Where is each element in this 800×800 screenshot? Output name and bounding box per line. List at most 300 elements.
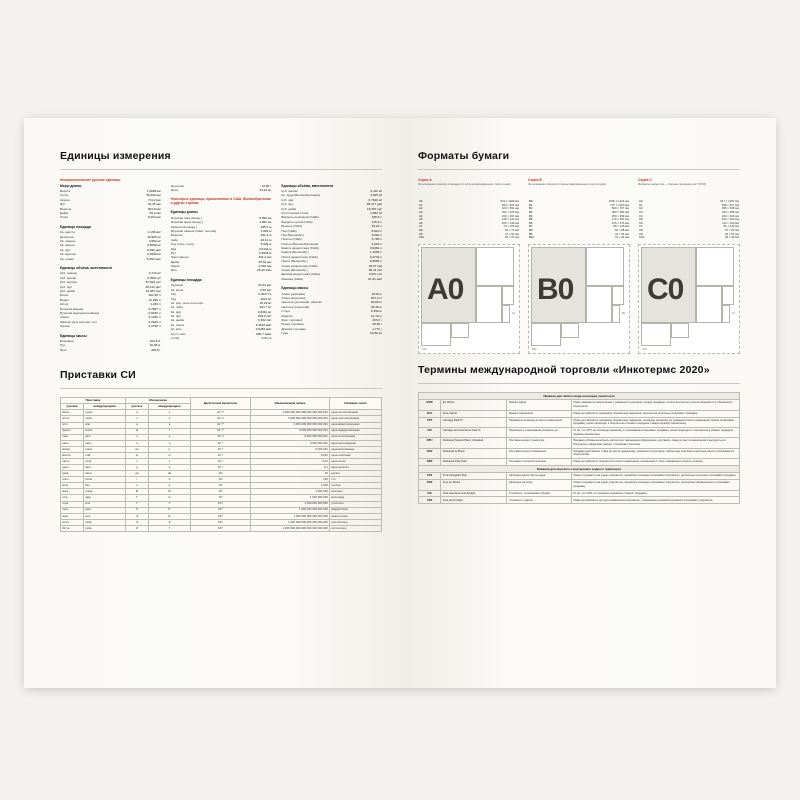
unit-name: Кв. фут	[60, 247, 71, 252]
unit-value: 6,452 мм²	[146, 256, 161, 261]
unit-value: 28,317 дм³	[366, 202, 383, 207]
paper-size-dimensions: 125 × 176 мм	[611, 220, 629, 225]
paper-size-dimensions: 250 × 353 мм	[611, 213, 629, 218]
unit-value: 0,5683 л	[369, 259, 383, 264]
paper-size-table	[638, 200, 740, 240]
units-group-title: Меры длины	[60, 183, 82, 188]
units-group-title: Единицы массы	[281, 286, 309, 291]
unit-value: 907,2 кг	[370, 296, 383, 301]
table-row	[419, 410, 740, 417]
si-symbol-ru: н	[125, 440, 148, 446]
unit-name: Берковец	[60, 339, 74, 344]
unit-row	[171, 336, 272, 340]
unit-row	[60, 348, 161, 352]
units-group-title: Единицы площади	[170, 277, 202, 282]
si-symbol-intl: m	[149, 452, 191, 458]
si-symbol-ru: к	[125, 483, 148, 489]
si-prefix-ru: экса	[61, 513, 84, 519]
unit-name: Кв. миля	[170, 287, 184, 292]
spacer	[72, 215, 144, 219]
unit-name: Галлон (Великобритания)	[281, 241, 319, 246]
unit-row	[60, 257, 161, 261]
si-numname: триллион	[330, 501, 382, 507]
paper-size-code: A10	[419, 235, 424, 240]
unit-value: 1,1365 л	[369, 250, 383, 255]
si-plain: 0,1	[251, 465, 330, 471]
incoterm-description: Продавец доставляет товар до места назначения, указанного в договоре, импортные пошлины и местные налоги оплачиваются покупателем.	[571, 448, 739, 458]
incoterm-name: Cost Insurance and Freight	[441, 490, 507, 497]
si-symbol-ru: г	[125, 477, 148, 483]
unit-value: 0,9464 л	[369, 246, 383, 251]
unit-name: Сотка	[170, 336, 180, 341]
paper-diagram-label: C1	[731, 311, 735, 315]
incoterm-name: Cost and Freight	[441, 497, 507, 504]
incoterm-name: Free Carrier	[441, 410, 507, 417]
unit-value: 404,7 м²	[259, 305, 272, 310]
divider	[418, 383, 740, 384]
unit-name: Пек (Великобр.)	[281, 232, 305, 237]
paper-size-dimensions: 148 × 210 мм	[501, 217, 519, 222]
unit-value: 0,4047 га	[258, 292, 272, 297]
incoterm-description: То же, что CPT, но основную перевозку и страхование оплачивает продавец, риски переходят к покупателю в момент передачи первому перевозчику.	[571, 427, 739, 437]
unit-name: Ведро	[60, 297, 69, 302]
si-symbol-ru: а	[125, 422, 148, 428]
paper-size-dimensions: 458 × 648 мм	[721, 206, 739, 211]
incoterm-description: Продавец обязан выполнить экспортное таможенное оформление, доставить товар до места назначения и выгрузить его. Покупатель оформляет импорт, оплачивает пошлины.	[571, 438, 739, 448]
page-title-paper-formats: Форматы бумаги	[418, 150, 510, 162]
si-plain: 1 000 000 000	[251, 495, 330, 501]
unit-value: 409,5 г	[150, 347, 161, 352]
si-symbol-intl: P	[149, 507, 191, 513]
si-prefix-ru: атто	[61, 422, 84, 428]
unit-value: 25,40 мкм	[257, 268, 272, 273]
unit-name: Куб. ярд	[281, 197, 294, 202]
si-prefix-intl: nano	[84, 440, 126, 446]
unit-value: 2,540 мм	[258, 264, 272, 269]
incoterm-translation: Франко перевозчик	[507, 410, 571, 417]
unit-name: Фунт	[60, 347, 68, 352]
si-plain: 0,000 000 000 001	[251, 434, 330, 440]
si-symbol-ru: мк	[125, 446, 148, 452]
si-symbol-ru: Э	[125, 513, 148, 519]
spacer	[182, 188, 256, 192]
si-numname: одна триллионная	[330, 434, 382, 440]
left-page	[24, 118, 400, 688]
paper-diagram-label: C10	[642, 347, 647, 351]
units-column	[60, 184, 161, 358]
unit-name: Центнер (короткий)	[281, 304, 310, 309]
unit-value: 0,3048 м	[258, 250, 272, 255]
unit-value: 28,41 см³	[368, 268, 383, 273]
paper-size-dimensions: 31 × 44 мм	[614, 235, 629, 240]
incoterm-name: Carriage and Insurance Paid To	[441, 427, 507, 437]
si-symbol-intl: G	[149, 495, 191, 501]
paper-size-box	[502, 305, 510, 322]
si-numname: сто	[330, 477, 382, 483]
table-row	[638, 236, 740, 240]
unit-value: 44,43 мг	[259, 187, 272, 192]
si-header-numname: Название числа	[330, 398, 382, 410]
unit-name: Кв. вершок	[60, 252, 76, 257]
paper-series-big-label: C0	[647, 272, 684, 306]
paper-size-code: A3	[419, 209, 423, 214]
paper-size-dimensions: 88 × 125 мм	[613, 224, 629, 229]
unit-value: 185,2 м	[260, 224, 272, 229]
unit-value: 35,336 мм	[146, 193, 161, 198]
paper-size-box	[586, 286, 612, 323]
paper-size-dimensions: 52 × 74 мм	[504, 228, 519, 232]
paper-series	[418, 178, 520, 354]
si-plain: 1 000	[251, 483, 330, 489]
table-row	[419, 480, 740, 490]
paper-series-title: Серия A	[418, 178, 432, 182]
unit-value: 50,80 кг	[370, 300, 383, 305]
table-row	[419, 473, 740, 480]
paper-size-code: B2	[529, 206, 533, 211]
unit-name: Десятина	[60, 234, 74, 239]
paper-size-dimensions: 229 × 324 мм	[721, 213, 739, 218]
incoterm-translation: Франко завод	[507, 400, 571, 410]
si-symbol-ru: И	[125, 525, 148, 531]
paper-size-diagram	[528, 244, 630, 354]
paper-size-dimensions: 917 × 1297 мм	[720, 199, 739, 203]
paper-size-dimensions: 594 × 841 мм	[501, 202, 519, 207]
open-book-spread	[24, 118, 776, 688]
unit-name: Чарка	[60, 315, 69, 320]
paper-size-code: C5	[639, 217, 643, 222]
unit-value: 2,59 км²	[259, 287, 272, 292]
unit-value: 9,092 л	[371, 232, 383, 237]
unit-value: 12,70 кг	[370, 313, 383, 318]
paper-size-dimensions: 707 × 1000 мм	[610, 202, 629, 207]
si-prefix-table	[60, 397, 382, 532]
unit-value: 0,1230 л	[148, 315, 161, 320]
unit-value: 61,61 мм³	[368, 276, 383, 281]
table-row	[419, 400, 740, 410]
unit-name: Руд	[170, 296, 176, 301]
incoterm-description: То же, что CFR, но основную перевозку страхует продавец.	[571, 490, 739, 497]
unit-value: 0,0615 л	[148, 319, 161, 324]
paper-size-code: C1	[639, 202, 643, 207]
unit-name: Пинта жидкостная (США)	[281, 254, 318, 259]
unit-value: 16,38 кг	[149, 343, 161, 348]
si-numname: одна септиллионная	[330, 410, 382, 416]
unit-value: 12,80 г	[261, 183, 272, 188]
unit-value: 35,24 л	[371, 224, 383, 229]
unit-name: Квартер	[281, 313, 293, 318]
si-numname: миллиард	[330, 495, 382, 501]
paper-size-code: A0	[419, 199, 423, 203]
si-prefix-intl: mega	[84, 489, 126, 495]
si-symbol-ru: с	[125, 459, 148, 465]
si-numname: тысяча	[330, 483, 382, 489]
incoterm-code: CFR	[419, 497, 441, 504]
si-symbol-intl: Z	[149, 519, 191, 525]
si-prefix-intl: giga	[84, 495, 126, 501]
si-prefix-ru: гекто	[61, 477, 84, 483]
unit-value: 1,230 л	[150, 302, 161, 307]
si-prefix-intl: micro	[84, 446, 126, 452]
paper-size-diagram	[638, 244, 740, 354]
paper-size-dimensions: 62 × 88 мм	[614, 228, 629, 232]
page-title-si: Приставки СИ	[60, 369, 136, 382]
unit-value: 9,290 дм²	[147, 247, 161, 252]
incoterm-description: Товар забирается покупателем с указанного в договоре склада продавца, оплата экспортных пошлин вменяется в обязанность покупателю.	[571, 400, 739, 410]
right-page	[400, 118, 776, 688]
paper-size-box	[531, 323, 561, 347]
unit-name: Морская лига (межд.)	[170, 215, 202, 220]
unit-value: 6,116 м³	[370, 189, 383, 193]
unit-value: 5,560 км	[259, 215, 272, 220]
si-factor: 10⁻⁹	[190, 440, 250, 446]
unit-value: 929,0 см²	[258, 314, 272, 319]
unit-name: Акр	[170, 292, 176, 297]
unit-name: Мил	[170, 268, 177, 273]
si-prefix-intl: femto	[84, 428, 126, 434]
unit-name: Фут	[170, 250, 176, 255]
si-plain: 10	[251, 471, 330, 477]
si-header-prefix-intl: международная	[84, 404, 126, 410]
unit-value: 3,697 см³	[368, 272, 383, 277]
units-group	[60, 334, 161, 353]
si-plain: 0,01	[251, 459, 330, 465]
paper-series-big-label: B0	[537, 272, 574, 306]
unit-name: Тонна (длинная)	[281, 291, 305, 296]
paper-size-table	[528, 200, 630, 240]
unit-row	[281, 331, 382, 335]
paper-size-dimensions: 57 × 81 мм	[724, 228, 739, 232]
si-factor: 10⁻¹⁸	[190, 422, 250, 428]
paper-series	[638, 178, 740, 354]
unit-name: Кварта жидкостная (США)	[281, 246, 319, 251]
unit-value: 158,9 л	[371, 215, 383, 220]
unit-name: Унция (Великобр.)	[281, 268, 308, 273]
paper-diagram-label: A1	[511, 311, 515, 315]
si-prefix-ru: пета	[61, 507, 84, 513]
spacer	[292, 331, 366, 335]
paper-size-code: B7	[529, 224, 533, 229]
si-plain: 1 000 000 000 000	[251, 501, 330, 507]
si-factor: 10⁻¹	[190, 465, 250, 471]
incoterm-code: EXW	[419, 400, 441, 410]
unit-name: Пуд	[60, 343, 66, 348]
si-symbol-intl: z	[149, 416, 191, 422]
si-numname: десять	[330, 471, 382, 477]
unit-name: Морская сажень (США, Англия)	[170, 228, 217, 233]
paper-size-dimensions: 841 × 1189 мм	[500, 199, 519, 203]
paper-size-box	[476, 286, 502, 323]
unit-name: Вершок	[60, 206, 72, 211]
si-factor: 10¹	[190, 471, 250, 477]
si-factor: 10⁻²¹	[190, 416, 250, 422]
unit-value: 0,9144 м	[258, 246, 272, 251]
paper-size-code: A5	[419, 217, 423, 222]
paper-series-note: За основание принята площадь в 1 м² для максимального листа серии	[418, 182, 511, 186]
unit-value: 0,6452 мм²	[255, 327, 272, 332]
unit-name: Кругл. мил	[170, 331, 186, 336]
si-symbol-ru: П	[125, 507, 148, 513]
paper-size-dimensions: 28 × 40 мм	[724, 235, 739, 240]
units-subtitle: Немерологические русские единицы	[60, 178, 121, 182]
si-plain: 1 000 000 000 000 000	[251, 507, 330, 513]
si-numname: одна тысячная	[330, 452, 382, 458]
spacer	[181, 268, 253, 272]
unit-name: Штоф	[60, 302, 69, 307]
si-symbol-ru: М	[125, 489, 148, 495]
si-factor: 10¹²	[190, 501, 250, 507]
divider	[418, 169, 740, 170]
unit-name: Пек (США)	[281, 228, 297, 233]
unit-value: 6,4516 мм²	[255, 322, 272, 327]
si-symbol-ru: м	[125, 452, 148, 458]
si-plain: 0,001	[251, 452, 330, 458]
incoterms-table	[418, 392, 740, 504]
si-header-factor: Десятичный множитель	[190, 398, 250, 410]
paper-size-code: C4	[639, 213, 643, 218]
si-prefix-ru: тера	[61, 501, 84, 507]
unit-name: Кв. чейн	[170, 305, 183, 310]
unit-row	[171, 268, 272, 272]
paper-size-code: B6	[529, 220, 533, 225]
paper-size-dimensions: 648 × 917 мм	[721, 202, 739, 207]
unit-name: Баррель сухой (США)	[281, 219, 313, 224]
unit-value: 0,9290 м²	[147, 252, 161, 257]
units-group	[281, 184, 382, 282]
si-plain: 1 000 000	[251, 489, 330, 495]
si-numname: септиллион	[330, 525, 382, 531]
incoterm-description: Товар доставляется основному перевозчику заказчика, экспортные пошлины уплачивает продавец.	[571, 410, 739, 417]
unit-row	[60, 324, 161, 328]
incoterm-description: Товар доставляется основному перевозчику заказчика, основную перевозку до указанного места назначения товара оплачивает продавец, риски переходят к покупателю в момент передачи товара первому перевозчику.	[571, 417, 739, 427]
paper-size-box	[696, 286, 722, 323]
si-factor: 10⁻⁶	[190, 446, 250, 452]
unit-value: 4,546 л	[371, 241, 383, 246]
si-symbol-intl: p	[149, 434, 191, 440]
unit-name: Кв. сажень	[60, 239, 76, 244]
si-symbol-intl: d	[149, 465, 191, 471]
si-prefix-ru: дека	[61, 471, 84, 477]
si-prefix-intl: zetta	[84, 519, 126, 525]
paper-size-code: B0	[529, 199, 533, 203]
si-prefix-intl: pico	[84, 434, 126, 440]
unit-value: 0,7687 л	[148, 306, 161, 311]
unit-value: 0,8361 м²	[257, 309, 272, 314]
unit-value: 304,8 мм	[147, 206, 161, 211]
si-header-symbol: Обозначение	[125, 398, 190, 404]
unit-value: 163,8 кг	[149, 339, 161, 344]
unit-name: Бутылка водочная (пивная)	[60, 310, 100, 315]
paper-series-title: Серия C	[638, 178, 652, 182]
unit-name: Аршин	[60, 197, 70, 202]
si-numname: одна миллионная	[330, 446, 382, 452]
si-symbol-intl: f	[149, 428, 191, 434]
paper-series-big-label: A0	[427, 272, 464, 306]
si-symbol-intl: k	[149, 483, 191, 489]
paper-size-code: B3	[529, 209, 533, 214]
si-symbol-intl: T	[149, 501, 191, 507]
si-plain: 1 000 000 000 000 000 000 000 000	[251, 525, 330, 531]
si-factor: 10⁻²⁴	[190, 410, 250, 416]
page-title-units: Единицы измерения	[60, 150, 171, 162]
unit-row	[281, 277, 382, 281]
units-group	[281, 286, 382, 335]
unit-value: 16,387 см³	[145, 289, 161, 294]
paper-size-table	[418, 200, 520, 240]
si-symbol-intl: n	[149, 440, 191, 446]
unit-value: 28,316 дм³	[145, 284, 161, 289]
table-row	[419, 490, 740, 497]
units-group-title: Единицы длины	[170, 210, 198, 215]
paper-size-code: A9	[419, 231, 423, 236]
unit-value: 3,625 м³	[370, 193, 383, 198]
unit-value: 25,4 мм	[149, 210, 161, 215]
paper-size-box	[612, 305, 620, 322]
si-factor: 10²	[190, 477, 250, 483]
unit-value: 29,57 см³	[368, 263, 383, 268]
si-factor: 10³	[190, 483, 250, 489]
si-prefix-ru: фемто	[61, 428, 84, 434]
incoterms-group-header-sea: Правила для морского и внутреннего водного транспорта	[419, 465, 740, 472]
si-symbol-ru: и	[125, 410, 148, 416]
paper-size-box	[722, 286, 734, 305]
paper-size-box	[502, 286, 514, 305]
paper-size-dimensions: 26 × 37 мм	[504, 235, 519, 240]
unit-name: Куб. дюйм	[60, 289, 75, 294]
unit-value: 0,4732 л	[369, 254, 383, 259]
units-group-title: Единицы объёма, вместимости	[60, 265, 112, 270]
si-factor: 10⁶	[190, 489, 250, 495]
si-prefix-ru: кило	[61, 483, 84, 489]
si-prefix-ru: йокто	[61, 410, 84, 416]
unit-name: Драхма торговая	[281, 326, 306, 331]
unit-name: Кв. ярд	[170, 309, 181, 314]
si-prefix-intl: zepto	[84, 416, 126, 422]
unit-value: 12,299 л	[148, 297, 161, 302]
incoterm-description: Товар отгружается на судно покупателя, перевозку основную оплачивает покупатель, экспортные пошлины оплачивает продавец.	[571, 473, 739, 480]
si-factor: 10¹⁵	[190, 507, 250, 513]
unit-name: Доля	[170, 187, 178, 192]
table-row	[61, 525, 382, 531]
units-column	[281, 184, 382, 358]
paper-size-box	[641, 323, 671, 347]
unit-name: Куб. фут	[281, 202, 294, 207]
si-header-plain: Обыкновенная запись	[251, 398, 330, 410]
paper-size-code: C6	[639, 220, 643, 225]
unit-value: 1,138 км²	[147, 230, 161, 235]
incoterm-translation: Свободно на борту	[507, 480, 571, 490]
table-row	[419, 497, 740, 504]
spacer	[78, 257, 143, 261]
incoterm-code: FCA	[419, 410, 441, 417]
unit-name: Верста	[60, 189, 71, 193]
unit-name: Дюйм	[60, 210, 69, 215]
unit-name: Гарнец	[60, 324, 71, 329]
si-numname: одна сотая	[330, 459, 382, 465]
table-row	[418, 236, 520, 240]
units-group	[171, 197, 272, 205]
unit-name: Фарлонг	[170, 233, 183, 238]
si-header-symbol-ru: русское	[125, 404, 148, 410]
units-group	[60, 184, 161, 220]
divider	[60, 169, 382, 170]
si-factor: 10⁻²	[190, 459, 250, 465]
si-numname: секстиллион	[330, 519, 382, 525]
si-symbol-intl: da	[149, 471, 191, 477]
paper-size-code: C7	[639, 224, 643, 229]
unit-row	[60, 215, 161, 219]
incoterm-translation: Стоимость и фрахт	[507, 497, 571, 504]
unit-name: Баррель нефтяной (США)	[281, 215, 319, 220]
